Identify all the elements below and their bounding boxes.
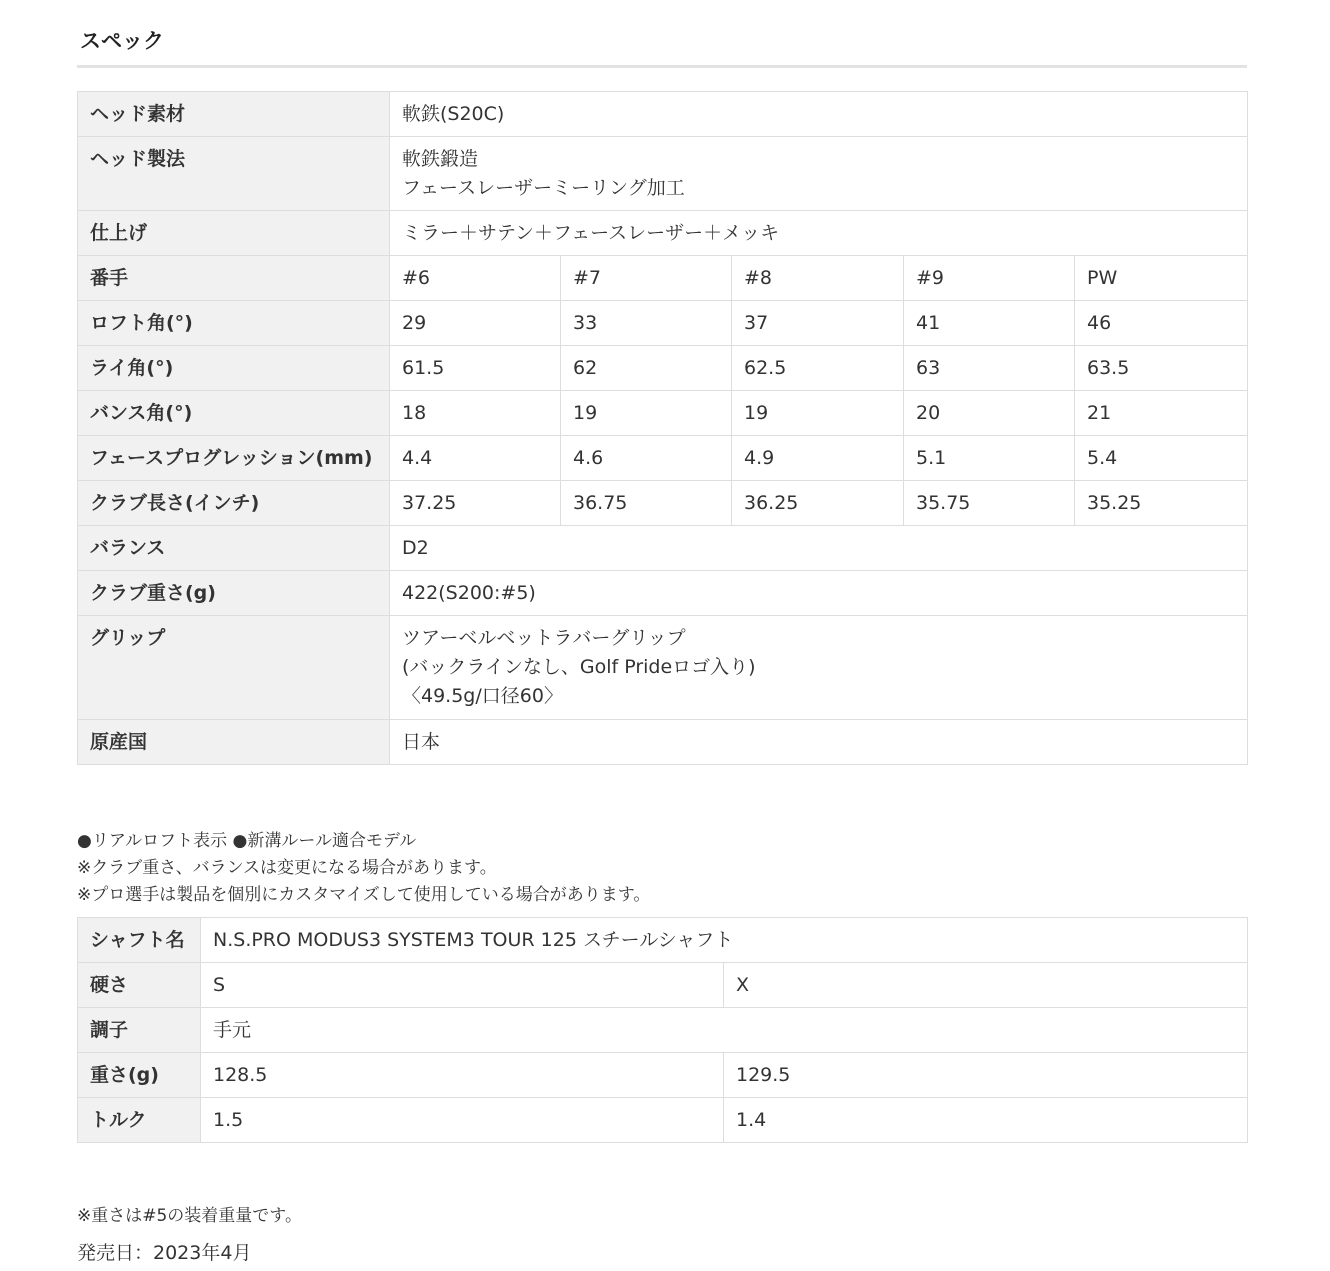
shaft-row-name <box>78 918 1248 963</box>
note-line: ※クラブ重さ、バランスは変更になる場合があります。 <box>77 858 497 878</box>
cell-value: 35.75 <box>904 481 1075 526</box>
cell-value: #6 <box>390 256 561 301</box>
cell-value: 4.6 <box>561 436 732 481</box>
row-value: 手元 <box>201 1008 1248 1053</box>
cell-value: S <box>201 963 724 1008</box>
row-label: ロフト角(°) <box>78 301 390 346</box>
row-label: クラブ長さ(インチ) <box>78 481 390 526</box>
spec-row-lie <box>78 346 1248 391</box>
cell-value: 19 <box>732 391 904 436</box>
row-label: グリップ <box>78 616 390 720</box>
cell-value: 5.4 <box>1075 436 1248 481</box>
row-value <box>390 616 1248 720</box>
title-divider <box>77 65 1247 68</box>
value-line: フェースレーザーミーリング加工 <box>402 177 685 199</box>
cell-value: 36.25 <box>732 481 904 526</box>
cell-value: 21 <box>1075 391 1248 436</box>
row-label: 硬さ <box>78 963 201 1008</box>
spec-row-head-material <box>78 92 1248 137</box>
cell-value: 4.4 <box>390 436 561 481</box>
cell-value: #9 <box>904 256 1075 301</box>
cell-value: 19 <box>561 391 732 436</box>
row-label: ライ角(°) <box>78 346 390 391</box>
value-line: 〈49.5g/口径60〉 <box>402 685 563 707</box>
spec-row-club-length <box>78 481 1248 526</box>
cell-value: 62.5 <box>732 346 904 391</box>
row-label: 原産国 <box>78 720 390 765</box>
shaft-table <box>77 917 1248 1143</box>
row-label: バランス <box>78 526 390 571</box>
cell-value: 46 <box>1075 301 1248 346</box>
row-label: 調子 <box>78 1008 201 1053</box>
cell-value: 41 <box>904 301 1075 346</box>
spec-row-head-method <box>78 137 1248 211</box>
cell-value: 61.5 <box>390 346 561 391</box>
release-date: 発売日：2023年4月 <box>77 1242 252 1264</box>
spec-row-face-progression <box>78 436 1248 481</box>
shaft-row-flex <box>78 963 1248 1008</box>
note-line: ●リアルロフト表示 ●新溝ルール適合モデル <box>77 831 417 851</box>
spec-row-club-weight <box>78 571 1248 616</box>
cell-value: 33 <box>561 301 732 346</box>
spec-row-loft <box>78 301 1248 346</box>
notes-block <box>77 828 650 909</box>
cell-value: 35.25 <box>1075 481 1248 526</box>
cell-value: 62 <box>561 346 732 391</box>
cell-value: 128.5 <box>201 1053 724 1098</box>
shaft-row-kick-point <box>78 1008 1248 1053</box>
row-value: 日本 <box>390 720 1248 765</box>
cell-value: 4.9 <box>732 436 904 481</box>
spec-table <box>77 91 1248 765</box>
cell-value: 20 <box>904 391 1075 436</box>
cell-value: 129.5 <box>724 1053 1248 1098</box>
cell-value: #7 <box>561 256 732 301</box>
row-label: バンス角(°) <box>78 391 390 436</box>
row-value <box>390 137 1248 211</box>
row-label: シャフト名 <box>78 918 201 963</box>
value-line: 軟鉄鍛造 <box>402 148 479 170</box>
cell-value: 18 <box>390 391 561 436</box>
cell-value: PW <box>1075 256 1248 301</box>
row-value: D2 <box>390 526 1248 571</box>
row-label: クラブ重さ(g) <box>78 571 390 616</box>
row-label: 重さ(g) <box>78 1053 201 1098</box>
row-label: ヘッド素材 <box>78 92 390 137</box>
row-label: 仕上げ <box>78 211 390 256</box>
row-value: 軟鉄(S20C) <box>390 92 1248 137</box>
row-label: トルク <box>78 1098 201 1143</box>
row-value: N.S.PRO MODUS3 SYSTEM3 TOUR 125 スチールシャフト <box>201 918 1248 963</box>
cell-value: #8 <box>732 256 904 301</box>
note-line: ※プロ選手は製品を個別にカスタマイズして使用している場合があります。 <box>77 885 651 905</box>
spec-row-balance <box>78 526 1248 571</box>
value-line: ツアーベルベットラバーグリップ <box>402 627 686 649</box>
value-line: (バックラインなし、Golf Prideロゴ入り) <box>402 656 756 678</box>
cell-value: 63 <box>904 346 1075 391</box>
row-label: フェースプログレッション(mm) <box>78 436 390 481</box>
spec-row-numbers <box>78 256 1248 301</box>
shaft-row-weight <box>78 1053 1248 1098</box>
cell-value: 36.75 <box>561 481 732 526</box>
cell-value: 37.25 <box>390 481 561 526</box>
spec-row-grip <box>78 616 1248 720</box>
weight-note: ※重さは#5の装着重量です。 <box>77 1206 302 1226</box>
row-value: ミラー＋サテン＋フェースレーザー＋メッキ <box>390 211 1248 256</box>
shaft-row-torque <box>78 1098 1248 1143</box>
cell-value: 5.1 <box>904 436 1075 481</box>
section-title: スペック <box>80 29 164 53</box>
cell-value: 1.5 <box>201 1098 724 1143</box>
spec-row-bounce <box>78 391 1248 436</box>
row-label: ヘッド製法 <box>78 137 390 211</box>
cell-value: X <box>724 963 1248 1008</box>
row-label: 番手 <box>78 256 390 301</box>
spec-row-finish <box>78 211 1248 256</box>
row-value: 422(S200:#5) <box>390 571 1248 616</box>
cell-value: 37 <box>732 301 904 346</box>
cell-value: 63.5 <box>1075 346 1248 391</box>
cell-value: 1.4 <box>724 1098 1248 1143</box>
cell-value: 29 <box>390 301 561 346</box>
spec-row-origin <box>78 720 1248 765</box>
